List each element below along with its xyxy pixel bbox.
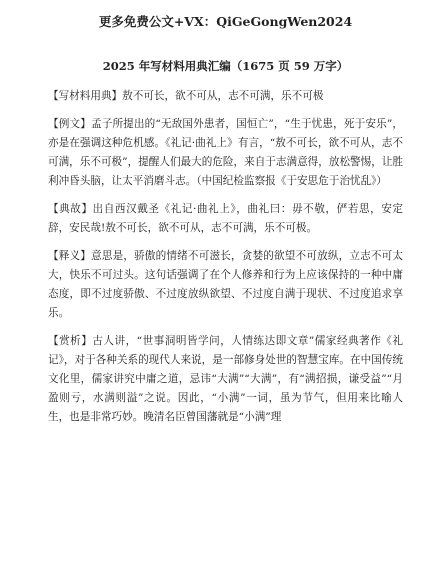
section-tag: 【写材料用典】 [48,90,123,102]
section-example [48,115,403,191]
section-usage [48,87,403,106]
section-paragraph [48,332,403,427]
section-appreciation [48,332,403,427]
section-tag: 【释义】 [48,250,92,262]
section-body: 敖不可长，欲不可从，志不可满，乐不可极 [122,90,324,102]
section-paragraph [48,115,403,191]
section-allusion [48,200,403,238]
section-tag: 【赏析】 [48,335,93,347]
section-body: 出自西汉戴圣《礼记·曲礼上》，曲礼曰：毋不敬，俨若思，安定辞，安民哉!敖不可长，欲不可从，志不可满，乐不可极。 [48,203,403,234]
document-title: 2025 年写材料用典汇编（1675 页 59 万字） [102,59,349,73]
section-body: 古人讲，“世事洞明皆学问，人情练达即文章”儒家经典著作《礼记》，对于各种关系的现代人来说，是一部修身处世的智慧宝库。在中国传统文化里，儒家讲究中庸之道，忌讳“大满”“大满”，有“满招损，谦受益”“月盈则亏，水满则溢”之说。因此，“小满”一词，虽为节气，但用来比喻人生，也是非常巧妙。晚清名臣曾国藩就是“小满”理 [48,335,403,423]
section-tag: 【例文】 [48,118,91,130]
section-body: 意思是，骄傲的情绪不可滋长，贪婪的欲望不可放纵，立志不可太大，快乐不可过头。这句话强调了在个人修养和行为上应该保持的一种中庸态度，即不过度骄傲、不过度放纵欲望、不过度自满于现状、不过度追求享乐。 [48,250,404,319]
section-meaning [48,247,403,323]
section-tag: 【典故】 [48,203,93,215]
section-paragraph [48,200,403,238]
section-paragraph [48,87,403,106]
page-header: 更多免费公文+VX：QiGeGongWen2024 [98,14,353,29]
section-paragraph [48,247,403,323]
section-body: 孟子所提出的“无敌国外患者，国恒亡”，“生于忧患，死于安乐”，亦是在强调这种危机感。《礼记·曲礼上》有言，“敖不可长，欲不可从，志不可满，乐不可极”，提醒人们最大的危险，来自于志满意得，放松警惕，让胜利冲昏头脑，让太平消磨斗志。（中国纪检监察报《于安思危于治忧乱》） [48,118,404,187]
